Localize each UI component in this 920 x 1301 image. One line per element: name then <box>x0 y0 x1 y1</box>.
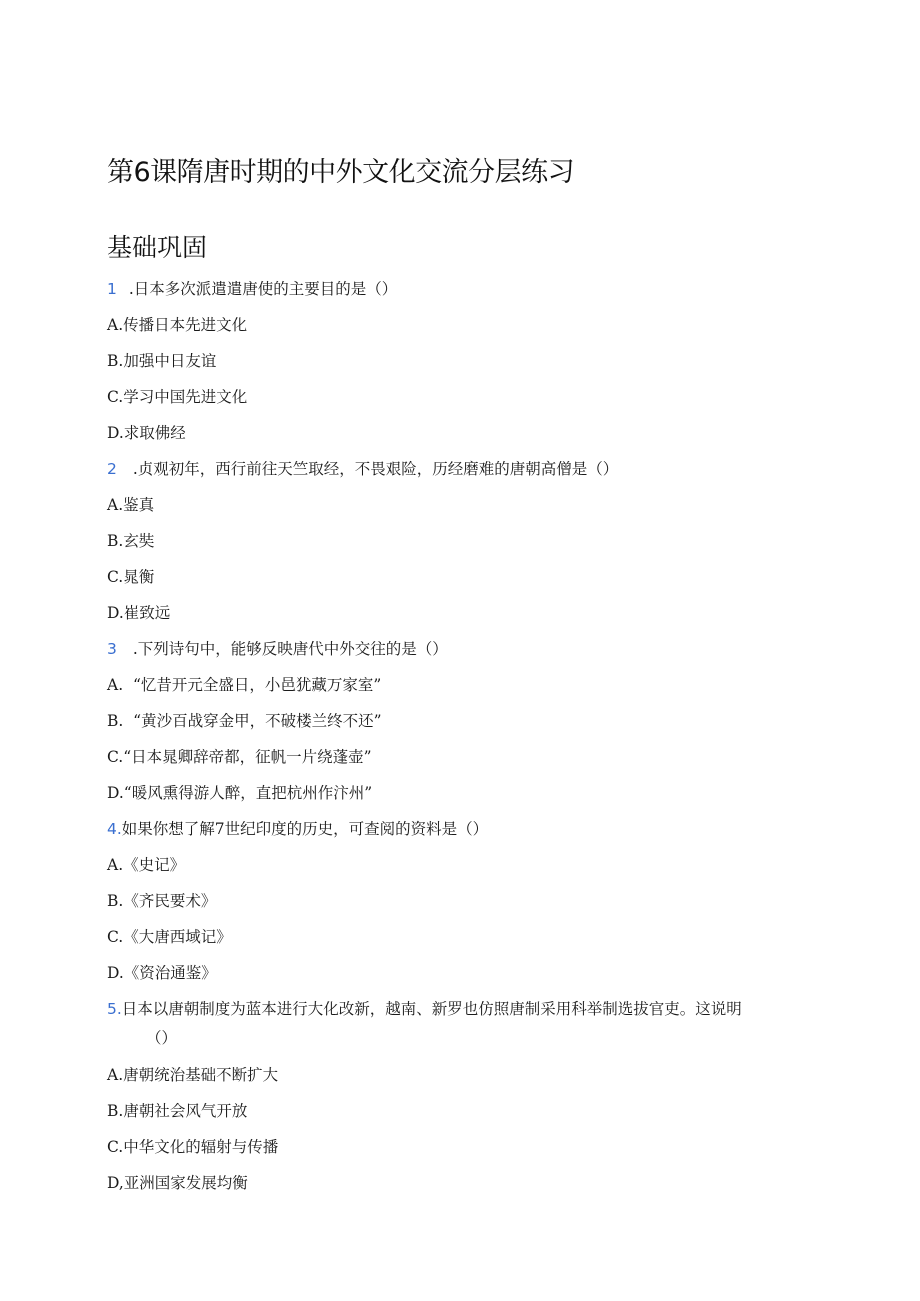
section-heading: 基础巩固 <box>107 233 208 262</box>
question-5-option-c: C.中华文化的辐射与传播 <box>107 1138 279 1156</box>
question-2-option-d: D.崔致远 <box>107 604 171 622</box>
question-5-option-d: D,亚洲国家发展均衡 <box>107 1174 248 1192</box>
question-4-option-a: A.《史记》 <box>107 856 186 874</box>
question-text: .日本多次派遣遣唐使的主要目的是（） <box>128 280 398 298</box>
page-title: 第6课隋唐时期的中外文化交流分层练习 <box>107 157 575 188</box>
question-text: .贞观初年，西行前往天竺取经，不畏艰险，历经磨难的唐朝高僧是（） <box>132 460 619 478</box>
question-5-stem-continuation: （） <box>146 1029 178 1047</box>
question-2-option-a: A.鉴真 <box>107 496 155 514</box>
question-3-stem <box>107 639 448 659</box>
question-1-option-c: C.学习中国先进文化 <box>107 388 248 406</box>
question-2-option-b: B.玄奘 <box>107 532 155 550</box>
question-text: 日本以唐朝制度为蓝本进行大化改新，越南、新罗也仿照唐制采用科举制选拔官吏。这说明 <box>121 1000 742 1018</box>
question-text: .下列诗句中，能够反映唐代中外交往的是（） <box>132 640 448 658</box>
question-1-stem <box>107 279 397 299</box>
question-2-option-c: C.晁衡 <box>107 568 155 586</box>
question-3-option-a: A. “忆昔开元全盛日，小邑犹藏万家室” <box>107 676 382 694</box>
question-4-option-b: B.《齐民要术》 <box>107 892 217 910</box>
question-5-stem <box>107 999 742 1019</box>
question-number: 2 <box>107 460 117 478</box>
question-4-option-c: C.《大唐西域记》 <box>107 928 232 946</box>
question-number: 1 <box>107 280 117 298</box>
question-number: 5. <box>107 1000 122 1018</box>
question-text: 如果你想了解7世纪印度的历史，可查阅的资料是（） <box>121 820 489 838</box>
question-3-option-b: B. “黄沙百战穿金甲，不破楼兰终不还” <box>107 712 382 730</box>
question-4-option-d: D.《资治通鉴》 <box>107 964 217 982</box>
question-3-option-c: C.“日本晁卿辞帝都，征帆一片绕蓬壶” <box>107 748 372 766</box>
question-1-option-a: A.传播日本先进文化 <box>107 316 248 334</box>
question-5-option-b: B.唐朝社会风气开放 <box>107 1102 248 1120</box>
question-2-stem <box>107 459 618 479</box>
question-number: 3 <box>107 640 117 658</box>
question-number: 4. <box>107 820 122 838</box>
question-5-option-a: A.唐朝统治基础不断扩大 <box>107 1066 279 1084</box>
question-4-stem <box>107 819 488 839</box>
question-1-option-d: D.求取佛经 <box>107 424 186 442</box>
question-1-option-b: B.加强中日友谊 <box>107 352 217 370</box>
question-3-option-d: D.“暖风熏得游人醉，直把杭州作汴州” <box>107 784 373 802</box>
